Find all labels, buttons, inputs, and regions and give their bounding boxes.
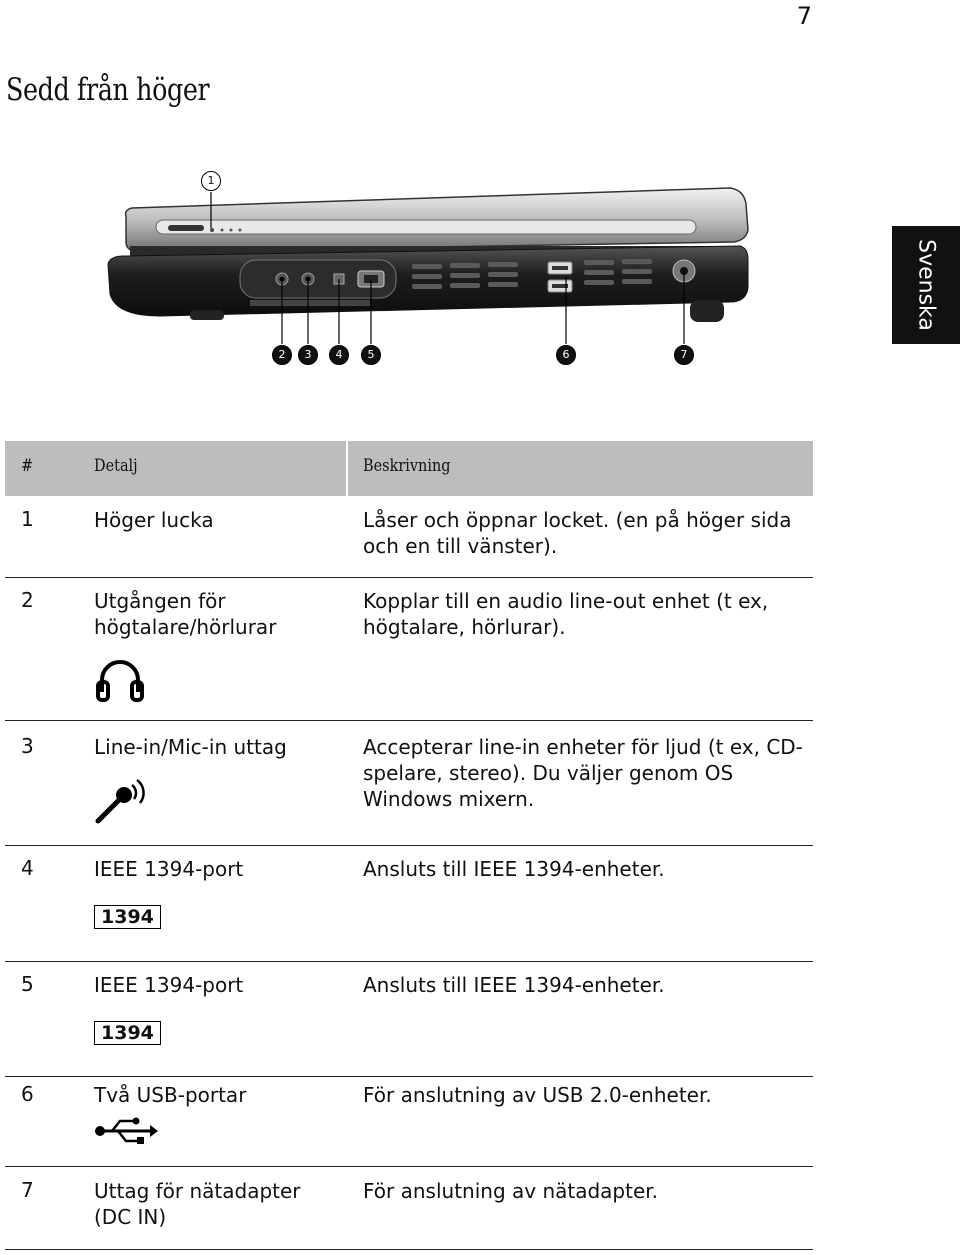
row-description: För anslutning av nätadapter. xyxy=(363,1179,659,1203)
row-number: 1 xyxy=(21,507,34,531)
row-description: Accepterar line-in enheter för ljud (t ex, CD-spelare, stereo). Du väljer genom OS Windows mixern. xyxy=(363,735,803,811)
row-number: 5 xyxy=(21,972,34,996)
row-description: Ansluts till IEEE 1394-enheter. xyxy=(363,973,665,997)
ports-table xyxy=(5,441,813,1229)
language-tab xyxy=(892,226,960,344)
row-description: För anslutning av USB 2.0-enheter. xyxy=(363,1083,712,1107)
header-number: # xyxy=(21,456,34,476)
ieee1394-icon: 1394 xyxy=(94,905,161,929)
row-detail: Två USB-portar xyxy=(94,1083,247,1107)
row-number: 4 xyxy=(21,856,34,880)
language-tab-label: Svenska xyxy=(913,239,939,331)
callout-1: 1 xyxy=(201,171,221,191)
row-detail: Line-in/Mic-in uttag xyxy=(94,735,287,759)
callout-5: 5 xyxy=(361,345,381,365)
callout-4: 4 xyxy=(329,345,349,365)
table-row xyxy=(5,721,813,846)
table-row xyxy=(5,504,813,578)
row-detail: IEEE 1394-port xyxy=(94,857,244,881)
laptop-right-side-figure xyxy=(40,160,820,380)
header-divider xyxy=(346,441,348,496)
callout-3: 3 xyxy=(298,345,318,365)
row-detail: Höger lucka xyxy=(94,508,214,532)
row-description: Kopplar till en audio line-out enhet (t ex, högtalare, hörlurar). xyxy=(363,589,769,639)
headphones-icon xyxy=(94,652,146,709)
microphone-icon xyxy=(94,777,146,830)
callout-2: 2 xyxy=(272,345,292,365)
table-row xyxy=(5,578,813,721)
laptop-illustration xyxy=(40,160,820,380)
row-description: Ansluts till IEEE 1394-enheter. xyxy=(363,857,665,881)
row-number: 3 xyxy=(21,734,34,758)
header-detail: Detalj xyxy=(94,456,138,476)
header-description: Beskrivning xyxy=(363,456,451,476)
row-number: 6 xyxy=(21,1082,34,1106)
page-number: 7 xyxy=(796,2,812,30)
page-title: Sedd från höger xyxy=(6,72,210,108)
table-row xyxy=(5,1077,813,1167)
usb-icon xyxy=(94,1115,158,1152)
table-row xyxy=(5,962,813,1077)
table-header xyxy=(5,441,813,496)
callout-7: 7 xyxy=(674,345,694,365)
table-row xyxy=(5,1167,813,1250)
callout-6: 6 xyxy=(556,345,576,365)
row-number: 7 xyxy=(21,1178,34,1202)
row-detail: IEEE 1394-port xyxy=(94,973,244,997)
ieee1394-icon: 1394 xyxy=(94,1021,161,1045)
row-detail: Utgången för högtalare/hörlurar xyxy=(94,589,277,639)
row-number: 2 xyxy=(21,588,34,612)
row-description: Låser och öppnar locket. (en på höger sida och en till vänster). xyxy=(363,508,792,558)
row-detail: Uttag för nätadapter (DC IN) xyxy=(94,1179,301,1229)
table-row xyxy=(5,846,813,962)
